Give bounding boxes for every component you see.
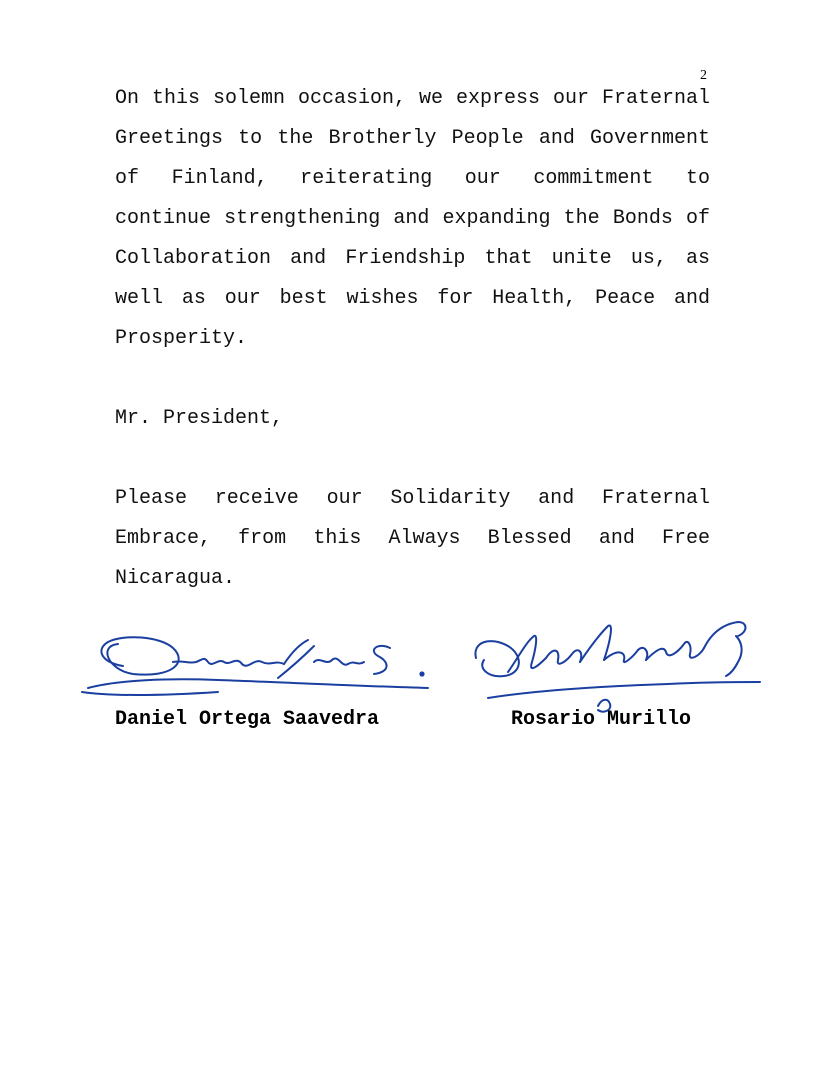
body-paragraph-greetings: On this solemn occasion, we express our Fraternal Greetings to the Brotherly People and Government of Finland, reiterating our commitment to continue strengthening and expanding the Bonds of Collaboration and Friendship that unite us, as well as our best wishes for Health, Peace and Prosperity. [115,87,710,350]
signer-name-daniel-ortega: Daniel Ortega Saavedra [115,708,380,731]
signature-rosario-murillo [468,602,763,717]
body-paragraph-embrace: Please receive our Solidarity and Fraternal Embrace, from this Always Blessed and Free Nicaragua. [115,487,710,590]
signature-daniel-ortega [78,622,438,702]
signer-name-rosario-murillo: Rosario Murillo [511,708,692,731]
page-number: 2 [700,68,707,83]
salutation: Mr. President, [115,407,284,430]
